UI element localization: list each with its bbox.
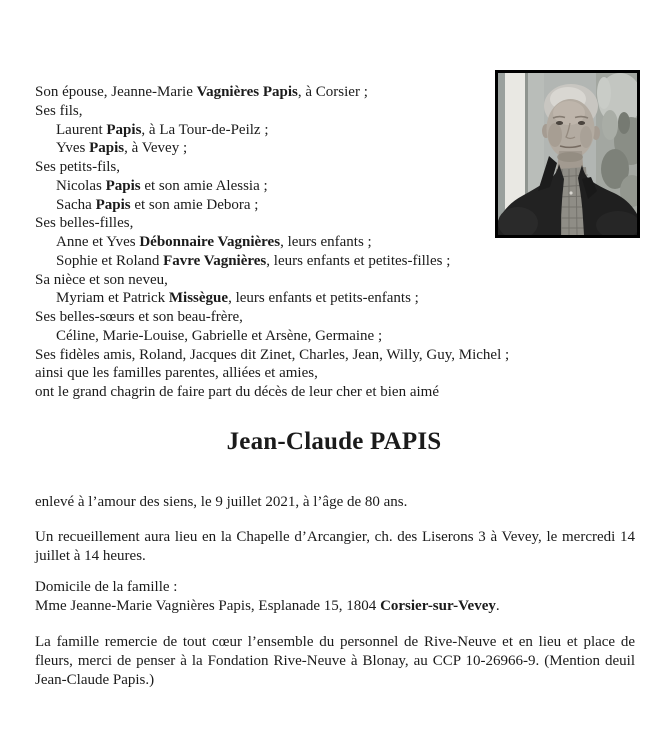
text-segment: ont le grand chagrin de faire part du décès de leur cher et bien aimé [35,384,439,400]
family-line [35,252,641,271]
bold-text-segment: Missègue [168,290,229,307]
text-segment: Un recueillement aura lieu en la Chapelle d’Arcangier, ch. des Liserons 3 à Vevey, le mercredi 14 juillet à 14 heures. [35,529,635,564]
text-segment: Son épouse, Jeanne-Marie [35,84,197,100]
family-line [35,327,641,346]
text-segment: , leurs enfants ; [280,234,372,250]
family-line [35,271,641,290]
text-segment: Ses belles-sœurs et son beau-frère, [35,309,243,325]
family-line [35,346,641,365]
family-line [35,158,641,177]
text-segment: , à Vevey ; [124,140,188,157]
text-segment: Anne et Yves [56,234,140,250]
bold-text-segment: Papis [106,121,142,138]
text-segment: , leurs enfants et petits-enfants ; [228,290,419,307]
family-line [35,121,641,140]
text-segment: et son amie Debora ; [130,196,259,213]
text-segment: , leurs enfants et petites-filles ; [266,252,451,269]
text-segment: Ses fils, [35,102,83,119]
text-segment: Mme Jeanne-Marie Vagnières Papis, Esplanade 15, 1804 [35,597,381,614]
text-segment: Nicolas [56,177,106,194]
deceased-name-heading: Jean-Claude PAPIS [226,428,442,455]
family-line [35,102,641,121]
text-segment: Sacha [56,196,96,213]
text-segment: , à La Tour-de-Peilz ; [141,121,269,138]
family-line [35,364,641,383]
family-line [35,139,641,158]
family-line [35,196,641,215]
text-segment: Myriam et Patrick [56,290,169,307]
text-segment: Sa nièce et son neveu, [35,271,168,288]
family-line [35,383,641,402]
ceremony-paragraph [35,528,635,566]
text-segment: Ses belles-filles, [35,215,134,232]
family-line [35,177,641,196]
family-announcement-list [35,83,641,402]
family-line [35,214,641,233]
text-segment: Yves [56,140,90,157]
text-segment: . [495,597,500,614]
bold-text-segment: Papis [105,177,141,194]
bold-text-segment: Corsier-sur-Vevey [380,597,496,614]
thanks-donation-paragraph [35,633,635,689]
bold-text-segment: Papis [89,140,125,157]
text-segment: Ses petits-fils, [35,159,120,175]
family-line [35,289,641,308]
text-segment: et son amie Alessia ; [140,177,268,194]
family-address-paragraph [35,578,635,616]
family-line [35,83,641,102]
text-segment: Ses fidèles amis, Roland, Jacques dit Zinet, Charles, Jean, Willy, Guy, Michel ; [35,346,510,363]
text-segment: ainsi que les familles parentes, alliées et amies, [35,365,318,382]
death-details-paragraph [35,493,635,512]
text-segment: Céline, Marie-Louise, Gabrielle et Arsène, Germaine ; [56,327,383,344]
text-segment: La famille remercie de tout cœur l’ensemble du personnel de Rive-Neuve et en lieu et place de fleurs, merci de penser à la Fondation Rive-Neuve à Blonay, au CCP 10-26966-9. (Mention deuil Jean-Claude Papis.) [35,634,635,688]
text-segment: , à Corsier ; [297,84,368,100]
bold-text-segment: Vagnières Papis [196,84,298,100]
family-line [35,233,641,252]
bold-text-segment: Débonnaire Vagnières [139,234,281,250]
text-segment: enlevé à l’amour des siens, le 9 juillet 2021, à l’âge de 80 ans. [35,494,408,510]
text-segment: Domicile de la famille : [35,579,178,595]
family-line [35,308,641,327]
bold-text-segment: Favre Vagnières [163,252,267,269]
bold-text-segment: Papis [95,196,131,213]
text-segment: Laurent [56,121,107,138]
text-segment: Sophie et Roland [56,252,164,269]
